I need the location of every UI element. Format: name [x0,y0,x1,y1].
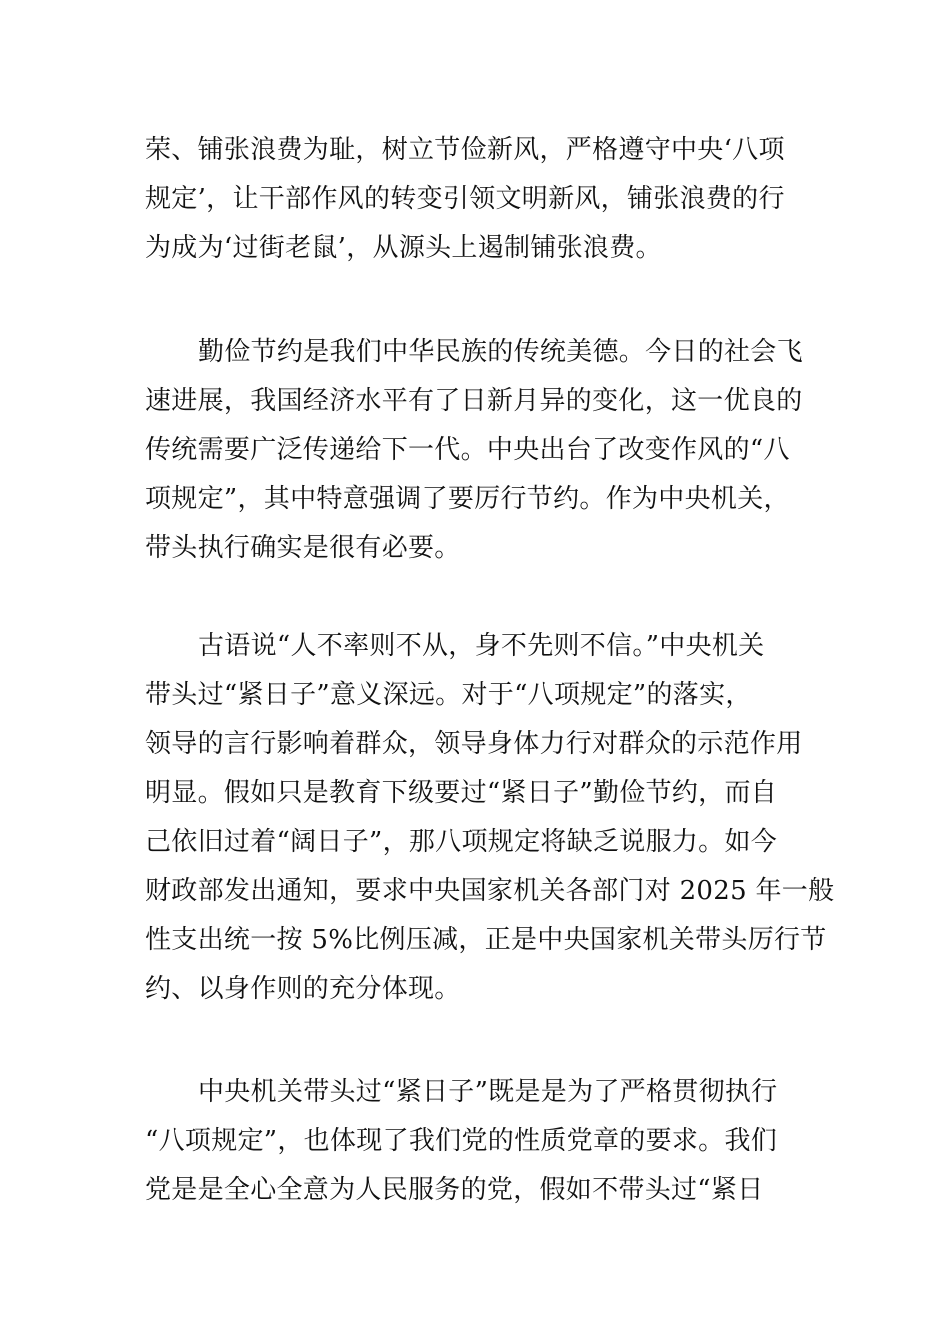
text-line: 性支出统一按 5%比例压减，正是中央国家机关带头厉行节 [145,925,827,955]
text-line: “八项规定”，也体现了我们党的性质党章的要求。我们 [145,1126,778,1156]
text-line: 己依旧过着“阔日子”，那八项规定将缺乏说服力。如今 [145,827,778,857]
paragraph-3 [145,622,835,1014]
text-line: 约、以身作则的充分体现。 [145,974,461,1004]
text-line: 荣、铺张浪费为耻，树立节俭新风，严格遵守中央‘八项 [145,135,785,165]
text-line: 带头过“紧日子”意义深远。对于“八项规定”的落实， [145,680,752,710]
text-line: 为成为‘过街老鼠’，从源头上遏制铺张浪费。 [145,233,662,263]
paragraph-2 [145,328,810,573]
text-line: 党是是全心全意为人民服务的党，假如不带头过“紧日 [145,1175,764,1205]
document-page [145,0,835,1344]
text-line: 中央机关带头过“紧日子”既是是为了严格贯彻执行 [198,1077,778,1107]
text-line: 速进展，我国经济水平有了日新月异的变化，这一优良的 [145,386,803,416]
text-line: 勤俭节约是我们中华民族的传统美德。今日的社会飞 [198,337,803,367]
text-line: 领导的言行影响着群众，领导身体力行对群众的示范作用 [145,729,803,759]
text-line: 古语说“人不率则不从，身不先则不信。”中央机关 [198,631,765,661]
text-line: 项规定”，其中特意强调了要厉行节约。作为中央机关， [145,484,790,514]
paragraph-4 [145,1068,810,1215]
text-line: 规定’，让干部作风的转变引领文明新风，铺张浪费的行 [145,184,785,214]
paragraph-1 [145,126,810,273]
text-line: 传统需要广泛传递给下一代。中央出台了改变作风的“八 [145,435,790,465]
text-line: 财政部发出通知，要求中央国家机关各部门对 2025 年一般 [145,876,835,906]
text-line: 明显。假如只是教育下级要过“紧日子”勤俭节约，而自 [145,778,778,808]
text-line: 带头执行确实是很有必要。 [145,533,461,563]
